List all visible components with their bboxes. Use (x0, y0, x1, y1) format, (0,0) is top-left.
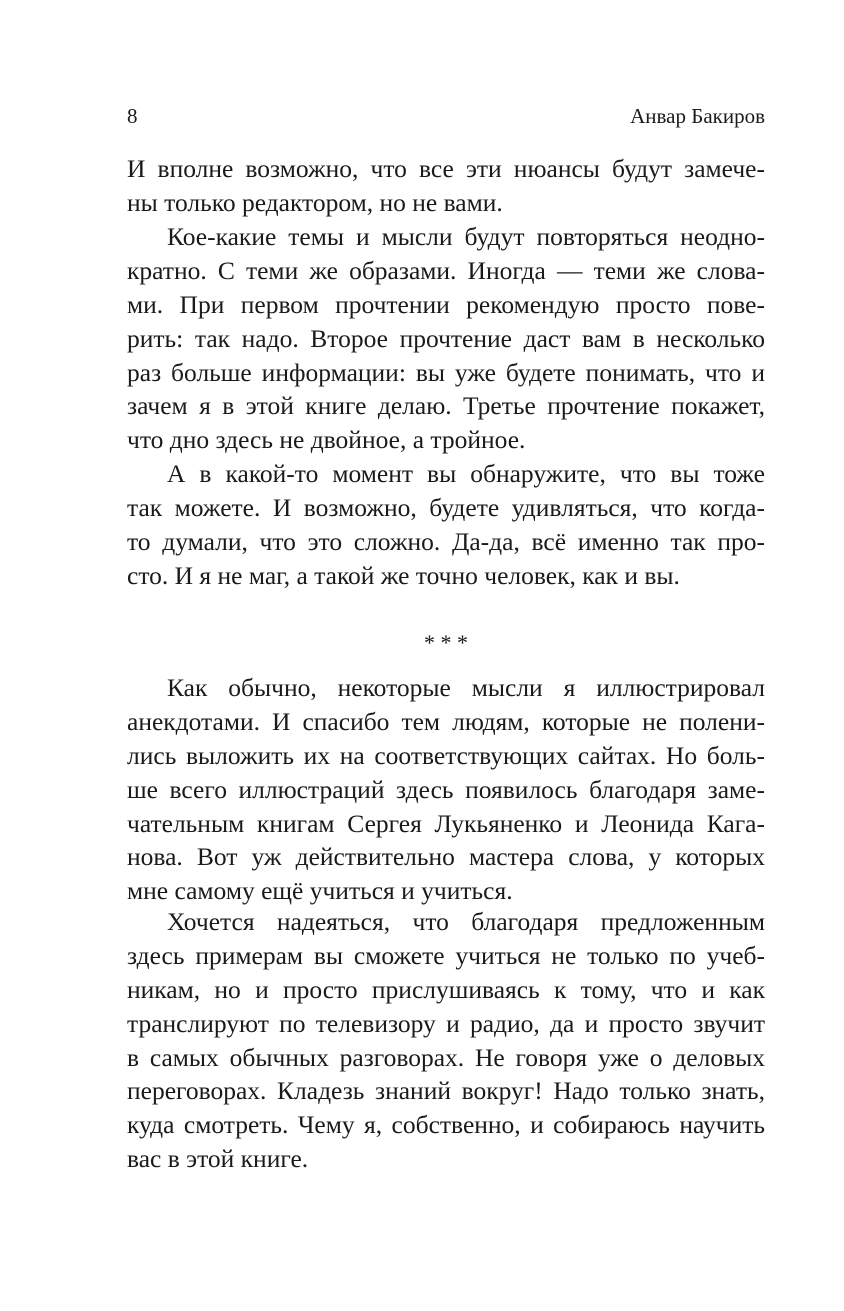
text-line: в самых обычных разговорах. Не говоря уже о деловых (127, 1042, 765, 1072)
text-line: Как обычно, некоторые мысли я иллюстрировал (167, 673, 765, 702)
text-line: переговорах. Кладезь знаний вокруг! Надо только знать, (127, 1076, 765, 1106)
running-header (127, 101, 765, 131)
text-line: раз больше информации: вы уже будете понимать, что и (127, 357, 765, 387)
paragraph-1 (127, 152, 765, 220)
text-line: чательным книгам Сергея Лукьяненко и Леонида Кага- (127, 808, 765, 838)
text-line: сто. И я не маг, а такой же точно человек, как и вы. (127, 560, 680, 590)
text-line: Хочется надеяться, что благодаря предложенным (167, 907, 765, 936)
text-line: мне самому ещё учиться и учиться. (127, 876, 513, 906)
text-line: транслируют по телевизору и радио, да и просто звучит (127, 1008, 765, 1038)
text-line: кратно. С теми же образами. Иногда — теми же слова- (127, 255, 765, 285)
text-line: зачем я в этой книге делаю. Третье прочтение покажет, (127, 391, 765, 421)
text-line: А в какой-то момент вы обнаружите, что вы тоже (167, 459, 765, 488)
paragraph-4 (127, 671, 765, 908)
text-line: то думали, что это сложно. Да-да, всё именно так про- (127, 526, 765, 556)
text-line: здесь примерам вы сможете учиться не только по учеб- (127, 940, 765, 970)
page-number: 8 (127, 104, 138, 128)
header-author: Анвар Бакиров (630, 104, 765, 128)
text-line: никам, но и просто прислушиваясь к тому, что и как (127, 974, 765, 1004)
text-line: нова. Вот уж действительно мастера слова, у которых (127, 842, 765, 872)
text-line: И вполне возможно, что все эти нюансы будут замече- (127, 154, 765, 183)
paragraph-5 (127, 905, 765, 1176)
paragraph-2 (127, 220, 765, 457)
text-line: рить: так надо. Второе прочтение даст вам в несколько (127, 323, 765, 353)
text-line: так можете. И возможно, будете удивляться, что когда- (127, 492, 765, 522)
text-line: ми. При первом прочтении рекомендую просто пове- (127, 289, 765, 319)
text-line: что дно здесь не двойное, а тройное. (127, 425, 526, 455)
paragraph-3 (127, 457, 765, 593)
text-line: ше всего иллюстраций здесь появилось благодаря заме- (127, 774, 765, 804)
section-separator: * * * (424, 630, 468, 655)
text-line: лись выложить их на соответствующих сайтах. Но боль- (127, 740, 765, 770)
text-line: ны только редактором, но не вами. (127, 187, 503, 217)
text-line: вас в этой книге. (127, 1144, 309, 1174)
text-line: анекдотами. И спасибо тем людям, которые не полени- (127, 706, 765, 736)
text-line: куда смотреть. Чему я, собственно, и собираюсь научить (127, 1110, 765, 1140)
text-line: Кое-какие темы и мысли будут повторяться неодно- (167, 222, 765, 251)
